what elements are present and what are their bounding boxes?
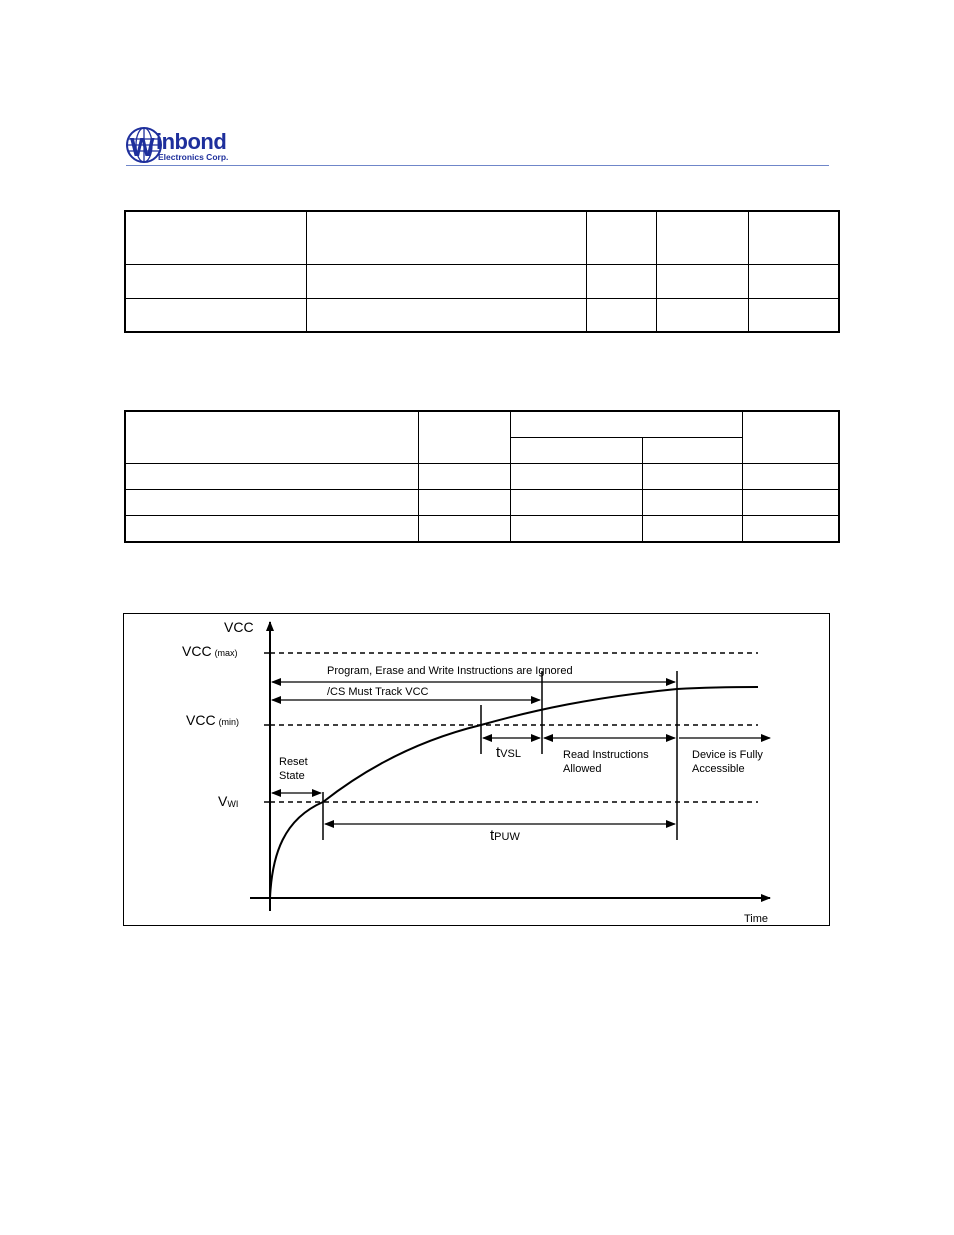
ignored-label: Program, Erase and Write Instructions are Ignored — [327, 665, 573, 677]
read-allowed-label-line1: Read Instructions — [563, 749, 649, 761]
table-1 — [124, 210, 840, 333]
vwi-label — [218, 793, 238, 809]
table-row — [125, 211, 839, 264]
logo-subtitle: Electronics Corp. — [158, 152, 229, 162]
cs-track-label: /CS Must Track VCC — [327, 686, 429, 698]
tvsl-sub: VSL — [500, 748, 521, 760]
vcc-rise-curve — [270, 687, 758, 898]
table-2 — [124, 410, 840, 543]
table-cell — [642, 463, 742, 489]
table-cell — [418, 490, 510, 516]
table-cell — [586, 211, 656, 264]
power-up-timing-diagram — [123, 613, 830, 926]
table-cell — [642, 490, 742, 516]
table-cell — [510, 411, 742, 437]
y-axis-label: VCC — [224, 619, 254, 635]
table-cell — [125, 264, 306, 298]
table-cell — [742, 516, 839, 542]
table-cell — [125, 411, 418, 463]
device-accessible-label-line2: Accessible — [692, 763, 745, 775]
table-cell — [742, 463, 839, 489]
read-allowed-label-line2: Allowed — [563, 763, 602, 775]
winbond-logo — [126, 126, 256, 166]
tpuw-sub: PUW — [494, 831, 520, 843]
table-cell — [125, 490, 418, 516]
table-cell — [125, 463, 418, 489]
table-cell — [510, 490, 642, 516]
vcc-max-label — [182, 643, 238, 659]
table-cell — [125, 298, 306, 332]
table-cell — [306, 211, 586, 264]
table-cell — [418, 516, 510, 542]
table-cell — [306, 264, 586, 298]
table-cell — [586, 264, 656, 298]
table-row — [125, 264, 839, 298]
table-row — [125, 298, 839, 332]
table-row — [125, 516, 839, 542]
table-cell — [742, 490, 839, 516]
table-cell — [656, 298, 748, 332]
table-cell — [748, 298, 839, 332]
reset-state-label-line2: State — [279, 770, 305, 782]
tpuw-label — [490, 827, 520, 844]
table-cell — [656, 264, 748, 298]
table-cell — [306, 298, 586, 332]
vwi-sub: WI — [227, 799, 239, 809]
table-row — [125, 411, 839, 437]
table-cell — [642, 516, 742, 542]
logo-wordmark: inbond — [156, 129, 227, 154]
timing-diagram-svg — [124, 614, 831, 927]
vcc-max-main: VCC — [182, 643, 212, 659]
logo-initial: W — [130, 132, 155, 162]
table-cell — [418, 411, 510, 463]
table-row — [125, 463, 839, 489]
vwi-main: V — [218, 793, 228, 809]
x-axis-label: Time — [744, 913, 769, 925]
table-cell — [742, 411, 839, 463]
table-cell — [418, 463, 510, 489]
vcc-min-label — [186, 712, 239, 728]
tvsl-main: t — [496, 744, 501, 761]
table-cell — [510, 463, 642, 489]
vcc-min-sub: (min) — [218, 717, 240, 727]
tpuw-main: t — [490, 827, 495, 844]
tvsl-label — [496, 744, 521, 761]
device-accessible-label-line1: Device is Fully — [692, 749, 763, 761]
table-cell — [510, 516, 642, 542]
table-row — [125, 490, 839, 516]
table-cell — [656, 211, 748, 264]
vcc-min-main: VCC — [186, 712, 216, 728]
reset-state-label-line1: Reset — [279, 756, 308, 768]
table-cell — [748, 211, 839, 264]
table-cell — [586, 298, 656, 332]
table-cell — [125, 516, 418, 542]
header-rule — [126, 165, 829, 166]
table-cell — [642, 437, 742, 463]
vcc-max-sub: (max) — [214, 648, 238, 658]
table-cell — [125, 211, 306, 264]
table-cell — [510, 437, 642, 463]
table-cell — [748, 264, 839, 298]
